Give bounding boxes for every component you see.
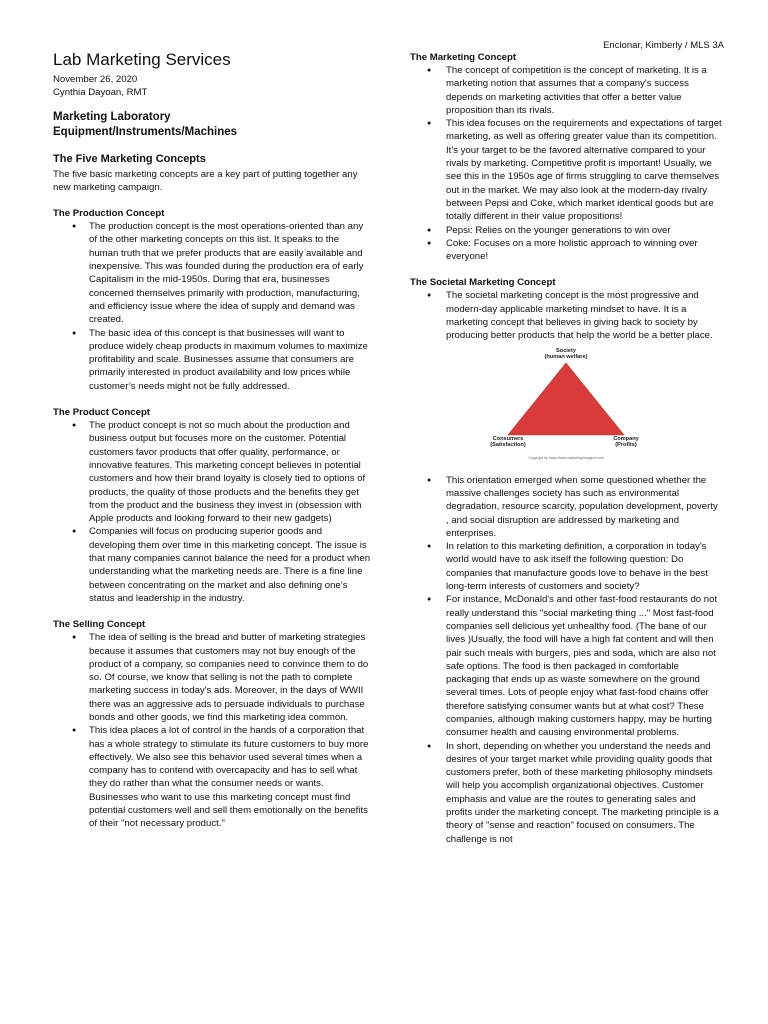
selling-concept-heading: The Selling Concept: [53, 619, 146, 631]
selling-concept-list: [53, 631, 371, 830]
left-column: [53, 50, 371, 831]
societal-concept-list: [410, 474, 722, 846]
marketing-concept-list: [410, 64, 722, 263]
societal-triangle-diagram: [486, 348, 646, 460]
diagram-label-society: [536, 348, 596, 361]
list-item: ● This orientation emerged when some questioned whether the massive challenges society has such as environmental degradation, resource scarcity, population development, poverty , and social disruption are addressed by marketing and enterprises.: [410, 474, 722, 540]
list-item: ● The product concept is not so much about the production and business output but focuses more on the customer. Potential customers favor products that offer quality, performance, or innovative features. This marketing concept believes in potential customers and how their brand loyalty is closely tied to options of products, the quality of those products and the benefits they get from the product and the business they invest in (obsession with Apple products and looking forward to their new gadgets): [53, 419, 371, 525]
list-item: ● Coke: Focuses on a more holistic approach to winning over everyone!: [410, 237, 722, 264]
label-line: Society: [556, 347, 576, 354]
document-date: November 26, 2020: [53, 74, 138, 85]
subject-heading: [53, 110, 371, 140]
list-item: ● Companies will focus on producing superior goods and developing them over time in this marketing concept. The issue is that many companies cannot balance the need for a product when understanding what the marketing needs are. There is a fine line between concentrating on the market and also defining one’s status and leadership in the industry.: [53, 525, 371, 605]
triangle-shape: [508, 363, 624, 435]
diagram-label-consumers: [486, 436, 530, 449]
societal-concept-heading: The Societal Marketing Concept: [410, 277, 556, 289]
list-item: ● The idea of selling is the bread and butter of marketing strategies because it assumes that customers may not buy enough of the product of a company, so companies need to convince them to do so. Of course, we know that selling is not the path to complete marketing success in today's ads. Moreover, in the days of WWII there was an aggressive ads to persuade individuals to purchase bonds and other goods, we find this marketing idea common.: [53, 631, 371, 724]
list-item: ● The production concept is the most operations-oriented than any of the other marketing concepts on this list. It speaks to the human truth that we prefer products that are easily available and inexpensive. This was founded during the production era of early Capitalism in the mid-1950s. During that era, businesses concerned themselves primarily with production, manufacturing, and efficiency issue where the idea of supply and demand was created.: [53, 220, 371, 326]
label-line: Consumers: [492, 435, 524, 442]
list-item: ● The concept of competition is the concept of marketing. It is a marketing notion that assumes that a company's success depends on marketing activities that offer a better value proposition than its rivals.: [410, 64, 722, 117]
instructor-name: Cynthia Dayoan, RMT: [53, 87, 148, 99]
diagram-label-company: [606, 436, 646, 449]
list-item: ● The societal marketing concept is the most progressive and modern-day applicable marketing mindset to have. It is a marketing concept that believes in giving back to society by producing better products that help the world be a better place.: [410, 289, 722, 342]
list-item: ● In short, depending on whether you understand the needs and desires of your target market while providing quality goods that customers prefer, both of these marketing philosophy mindsets will help you accomplish organizational objectives. Customer emphasis and value are the routes to generating sales and profits under the marketing concept. The marketing principle is a theory of "sense and reaction" focused on consumers. The challenge is not: [410, 740, 722, 846]
document-title: Lab Marketing Services: [53, 50, 231, 69]
author-line: Enclonar, Kimberly / MLS 3A: [603, 40, 724, 51]
subject-line-1: Marketing Laboratory: [53, 110, 171, 123]
label-line: (human welfare): [544, 354, 588, 361]
right-column: [410, 51, 722, 846]
product-concept-heading: The Product Concept: [53, 407, 151, 419]
societal-concept-list-intro: [410, 289, 722, 342]
list-item: ● The basic idea of this concept is that businesses will want to produce widely cheap products in maximum volumes to maximize profitability and scale. Businesses assume that consumers are primarily interested in product availability and low prices while customer’s needs might not be fully addressed.: [53, 327, 371, 393]
label-line: Company: [613, 435, 639, 442]
list-item: ● This idea focuses on the requirements and expectations of target marketing, as well as offering greater value than its competition. It's your target to be the favored alternative compared to your rivals by marketing. Competitive profit is important! Usually, we see this in the 1950s age of firms struggling to carve themselves out in the market. We may also look at the modern-day rivalry between Pepsi and Coke, which market identical goods but are totally different in their value propositions!: [410, 117, 722, 223]
list-item: ● Pepsi: Relies on the younger generations to win over: [410, 224, 722, 237]
intro-paragraph: The five basic marketing concepts are a key part of putting together any new marketing campaign.: [53, 168, 358, 193]
production-concept-list: [53, 220, 371, 393]
diagram-credit: Copyright by: https://www.marketing.blogspot.com: [528, 455, 604, 460]
subject-line-2: Equipment/Instruments/Machines: [53, 125, 238, 138]
label-line: (Profits): [615, 442, 637, 449]
list-item: ● For instance, McDonald's and other fast-food restaurants do not really understand this "social marketing thing ..." Most fast-food companies sell delicious yet unhealthy food. (The bane of our lives )Usually, the food will have a high fat content and will then pair such meals with burgers, pies and soda, which are also not safe options. The food is then packaged in comfortable packaging that ends up as waste somewhere on the ground several times. Lots of people enjoy what fast-food chains offer therefore satisfying consumer wants but at what cost? These companies, although making customers happy, may be hurting consumer health and causing environmental problems.: [410, 593, 722, 739]
label-line: (Satisfaction): [490, 442, 526, 449]
list-item: ● In relation to this marketing definition, a corporation in today's world would have to ask itself the following question: Do companies that manufacture goods love to behave in the best long-term interests of customers and society?: [410, 540, 722, 593]
production-concept-heading: The Production Concept: [53, 208, 165, 220]
marketing-concept-heading: The Marketing Concept: [410, 52, 517, 63]
product-concept-list: [53, 419, 371, 605]
five-concepts-heading: The Five Marketing Concepts: [53, 152, 206, 165]
list-item: ● This idea places a lot of control in the hands of a corporation that has a whole strategy to stimulate its future customers to buy more effectively. We also see this behavior used several times when a company has to contend with overcapacity and has to sell what they do rather than what the consumer needs or wants. Businesses who want to use this marketing concept must find potential customers well and sell them emotionally on the benefits of their "not necessary product.": [53, 724, 371, 830]
